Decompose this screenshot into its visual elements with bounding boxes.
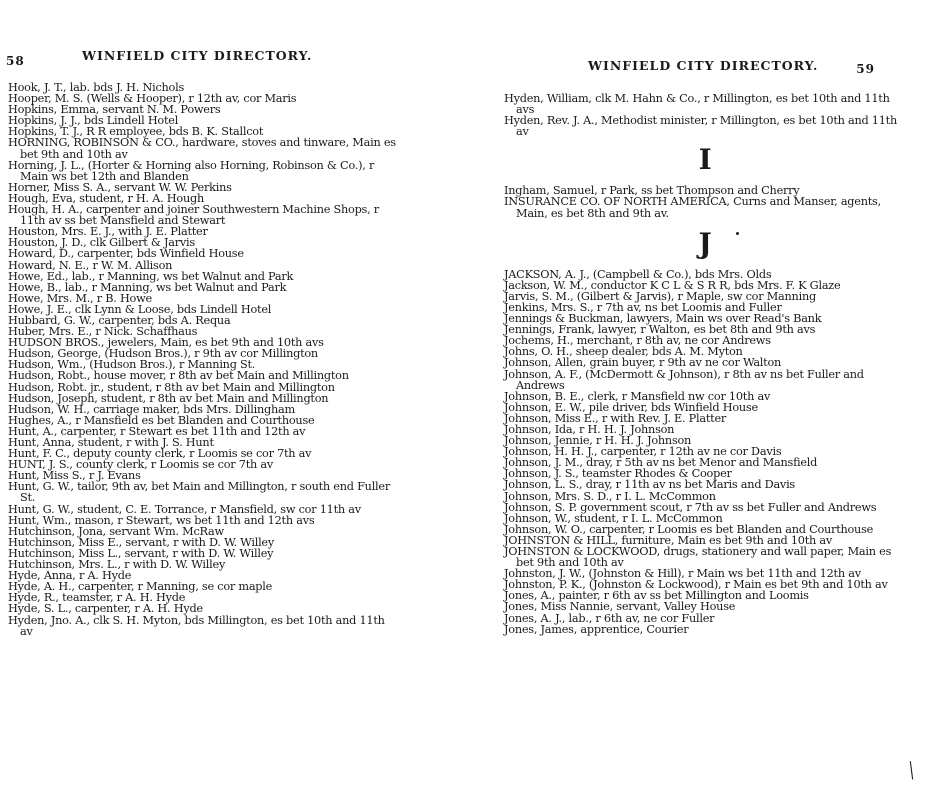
directory-entry: Johnson, Mrs. S. D., r I. L. McCommon	[504, 489, 716, 503]
directory-entry: INSURANCE CO. OF NORTH AMERICA, Curns and Manser, agents, Main, es bet 8th and 9th av.	[504, 195, 881, 220]
directory-entry: Hutchinson, Mrs. L., r with D. W. Willey	[8, 558, 226, 572]
directory-entry: Howe, B., lab., r Manning, ws bet Walnut and Park	[8, 280, 287, 294]
directory-entry: Hunt, A., carpenter, r Stewart es bet 11th and 12th av	[8, 424, 306, 438]
section-letter-i: I	[698, 143, 712, 177]
j-entries	[504, 269, 906, 635]
stray-mark-icon: ╲	[904, 762, 918, 780]
directory-entry: Hudson, Robt. jr., student, r 8th av bet Main and Millington	[8, 380, 335, 394]
directory-entry: Houston, J. D., clk Gilbert & Jarvis	[8, 236, 195, 250]
left-page	[0, 0, 466, 787]
directory-entry: Johnson, J. S., teamster Rhodes & Cooper	[504, 467, 732, 481]
directory-entry: Jochems, H., merchant, r 8th av, ne cor Andrews	[504, 334, 771, 348]
right-page	[466, 0, 933, 787]
directory-entry: Hunt, G. W., student, C. E. Torrance, r Mansfield, sw cor 11th av	[8, 502, 361, 516]
directory-entry: Johnson, B. E., clerk, r Mansfield nw cor 10th av	[504, 389, 771, 403]
directory-entry: Johnson, E. W., pile driver, bds Winfield House	[504, 400, 758, 414]
left-entry-list	[8, 82, 396, 637]
directory-entry: Johnson, Jennie, r H. H. J. Johnson	[504, 434, 692, 448]
directory-entry: HORNING, ROBINSON & CO., hardware, stoves and tinware, Main es bet 9th and 10th av	[8, 136, 396, 161]
directory-entry: Jones, A. J., lab., r 6th av, ne cor Fuller	[504, 611, 715, 625]
right-page-header	[466, 48, 933, 76]
directory-entry: Johnson, Allen, grain buyer, r 9th av ne cor Walton	[504, 356, 782, 370]
directory-entry: Hyde, R., teamster, r A. H. Hyde	[8, 591, 186, 605]
directory-entry: Howard, N. E., r W. M. Allison	[8, 258, 173, 272]
directory-entry: Hunt, Miss S., r J. Evans	[8, 469, 141, 483]
directory-entry: Howe, J. E., clk Lynn & Loose, bds Lindell Hotel	[8, 302, 272, 316]
directory-entry: Horner, Miss S. A., servant W. W. Perkins	[8, 180, 232, 194]
left-page-number: 58	[6, 54, 25, 68]
directory-entry: Hyde, Anna, r A. Hyde	[8, 569, 132, 583]
directory-entry: Jenkins, Mrs. S., r 7th av, ns bet Loomis and Fuller	[504, 300, 782, 314]
directory-entry: HUNT, J. S., county clerk, r Loomis se cor 7th av	[8, 458, 273, 472]
directory-entry: Hyde, A. H., carpenter, r Manning, se cor maple	[8, 580, 273, 594]
i-entries	[504, 185, 906, 218]
directory-entry: Hughes, A., r Mansfield es bet Blanden and Courthouse	[8, 413, 315, 427]
directory-entry: Johnson, Miss E., r with Rev. J. E. Platter	[504, 411, 727, 425]
directory-entry: Hudson, W. H., carriage maker, bds Mrs. Dillingham	[8, 402, 295, 416]
directory-entry: Johnson, J. M., dray, r 5th av ns bet Menor and Mansfield	[504, 456, 818, 470]
directory-entry: Jones, Miss Nannie, servant, Valley House	[504, 600, 736, 614]
section-letter-j: J	[698, 226, 712, 260]
directory-entry: Hook, J. T., lab. bds J. H. Nichols	[8, 81, 185, 94]
directory-entry: Hunt, Wm., mason, r Stewart, ws bet 11th and 12th avs	[8, 513, 315, 527]
directory-entry: Horning, J. L., (Horter & Horning also Horning, Robinson & Co.), r Main ws bet 12th and Blanden	[8, 158, 375, 183]
directory-entry: Johnson, Ida, r H. H. J. Johnson	[504, 422, 675, 436]
directory-entry: Hyden, William, clk M. Hahn & Co., r Millington, es bet 10th and 11th avs	[504, 92, 890, 117]
directory-entry: JACKSON, A. J., (Campbell & Co.), bds Mrs. Olds	[504, 267, 772, 281]
directory-entry: Hyden, Rev. J. A., Methodist minister, r Millington, es bet 10th and 11th av	[504, 114, 897, 139]
right-top-entries	[504, 93, 906, 137]
directory-entry: Hopkins, T. J., R R employee, bds B. K. Stallcot	[8, 125, 264, 139]
directory-entry: Jarvis, S. M., (Gilbert & Jarvis), r Maple, sw cor Manning	[504, 289, 816, 303]
directory-entry: Hyde, S. L., carpenter, r A. H. Hyde	[8, 602, 203, 616]
directory-entry: Howard, D., carpenter, bds Winfield House	[8, 247, 244, 261]
directory-entry: Johnson, H. H. J., carpenter, r 12th av ne cor Davis	[504, 445, 782, 459]
directory-entry: Johnston, J. W., (Johnston & Hill), r Main ws bet 11th and 12th av	[504, 567, 861, 581]
directory-entry: Hutchinson, Jona, servant Wm. McRaw	[8, 524, 224, 538]
left-page-header	[0, 48, 466, 68]
directory-entry: Johnson, A. F., (McDermott & Johnson), r 8th av ns bet Fuller and Andrews	[504, 367, 864, 392]
directory-entry: JOHNSTON & HILL, furniture, Main es bet 9th and 10th av	[504, 533, 832, 547]
directory-entry: Jones, James, apprentice, Courier	[504, 622, 689, 636]
directory-entry: Jennings & Buckman, lawyers, Main ws over Read's Bank	[504, 312, 822, 326]
directory-entry: Huber, Mrs. E., r Nick. Schaffhaus	[8, 325, 198, 339]
directory-entry: Hutchinson, Miss E., servant, r with D. W. Willey	[8, 535, 275, 549]
directory-entry: Johns, O. H., sheep dealer, bds A. M. Myton	[504, 345, 743, 359]
directory-entry: Johnson, L. S., dray, r 11th av ns bet Maris and Davis	[504, 478, 795, 492]
left-page-title: WINFIELD CITY DIRECTORY.	[82, 48, 313, 63]
directory-entry: Hyden, Jno. A., clk S. H. Myton, bds Millington, es bet 10th and 11th av	[8, 613, 385, 638]
directory-entry: Jennings, Frank, lawyer, r Walton, es bet 8th and 9th avs	[504, 323, 816, 337]
directory-entry: Hutchinson, Miss L., servant, r with D. W. Willey	[8, 546, 274, 560]
directory-entry: Hough, H. A., carpenter and joiner Southwestern Machine Shops, r 11th av ss bet Mansfield and Stewart	[8, 203, 379, 228]
right-entry-list	[504, 93, 906, 635]
directory-entry: Johnston, P. K., (Johnston & Lockwood), r Main es bet 9th and 10th av	[504, 578, 888, 592]
directory-entry: Johnson, S. P. government scout, r 7th av ss bet Fuller and Andrews	[504, 500, 877, 514]
directory-entry: Hunt, G. W., tailor, 9th av, bet Main and Millington, r south end Fuller St.	[8, 480, 391, 505]
right-page-number: 59	[856, 62, 875, 76]
directory-entry: HUDSON BROS., jewelers, Main, es bet 9th and 10th avs	[8, 336, 324, 350]
directory-entry: Ingham, Samuel, r Park, ss bet Thompson and Cherry	[504, 184, 800, 198]
directory-entry: Hudson, Wm., (Hudson Bros.), r Manning St.	[8, 358, 256, 372]
directory-entry: Johnson, W. O., carpenter, r Loomis es bet Blanden and Courthouse	[504, 522, 874, 536]
directory-entry: Hunt, Anna, student, r with J. S. Hunt	[8, 436, 214, 449]
directory-entry: Howe, Ed., lab., r Manning, ws bet Walnut and Park	[8, 269, 294, 283]
directory-entry: Hough, Eva, student, r H. A. Hough	[8, 191, 204, 205]
directory-entry: Jones, A., painter, r 6th av ss bet Millington and Loomis	[504, 589, 809, 603]
ink-speck	[736, 232, 739, 235]
directory-entry: Johnson, W., student, r I. L. McCommon	[504, 511, 723, 525]
directory-entry: Hudson, Joseph, student, r 8th av bet Main and Millington	[8, 391, 329, 405]
directory-entry: Howe, Mrs. M., r B. Howe	[8, 291, 152, 305]
right-page-title: WINFIELD CITY DIRECTORY.	[588, 58, 819, 73]
directory-entry: Hudson, Robt., house mover, r 8th av bet Main and Millington	[8, 369, 349, 383]
directory-entry: Hooper, M. S. (Wells & Hooper), r 12th av, cor Maris	[8, 92, 297, 106]
directory-entry: Hubbard, G. W., carpenter, bds A. Requa	[8, 313, 231, 327]
directory-entry: Hopkins, Emma, servant N. M. Powers	[8, 103, 221, 117]
directory-entry: JOHNSTON & LOCKWOOD, drugs, stationery and wall paper, Main es bet 9th and 10th av	[504, 545, 892, 570]
directory-entry: Jackson, W. M., conductor K C L & S R R, bds Mrs. F. K Glaze	[504, 278, 841, 292]
directory-entry: Houston, Mrs. E. J., with J. E. Platter	[8, 225, 208, 239]
directory-entry: Hudson, George, (Hudson Bros.), r 9th av cor Millington	[8, 347, 318, 361]
directory-entry: Hopkins, J. J., bds Lindell Hotel	[8, 114, 179, 128]
directory-entry: Hunt, F. C., deputy county clerk, r Loomis se cor 7th av	[8, 447, 312, 461]
